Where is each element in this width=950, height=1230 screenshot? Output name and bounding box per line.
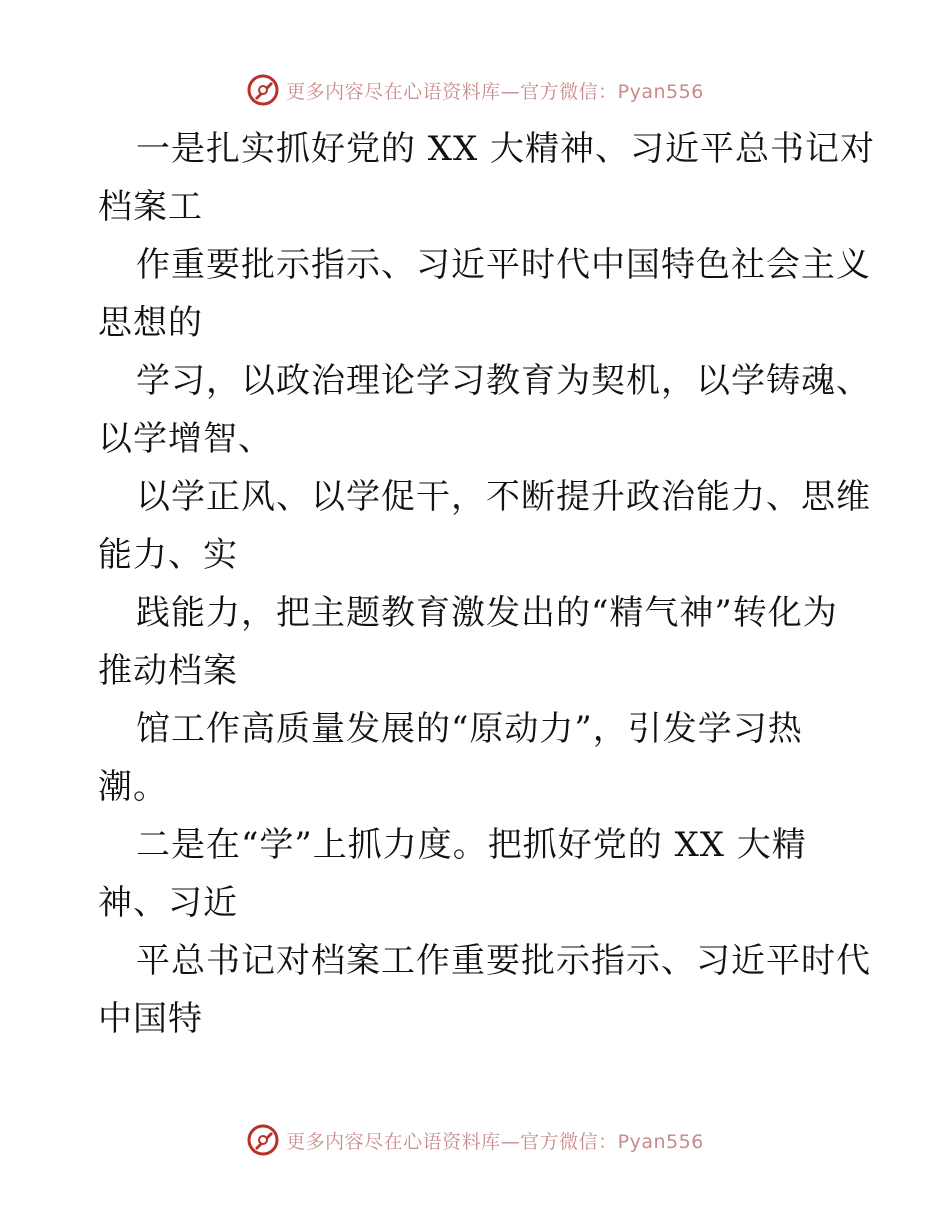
document-body <box>98 120 876 1048</box>
text-line: 平总书记对档案工作重要批示指示、习近平时代 <box>136 941 871 981</box>
text-line: 践能力，把主题教育激发出的“精气神”转化为 <box>136 593 838 633</box>
text-line: 能力、实 <box>98 535 238 575</box>
header-banner <box>0 70 950 110</box>
text-line: 馆工作高质量发展的“原动力”，引发学习热 <box>136 709 803 749</box>
text-line: 作重要批示指示、习近平时代中国特色社会主义 <box>136 245 871 285</box>
quill-seal-icon <box>246 1123 280 1157</box>
footer-banner-text: 更多内容尽在心语资料库—官方微信：Pyan556 <box>286 1130 704 1153</box>
text-line: 以学增智、 <box>98 419 273 459</box>
text-line: 一是扎实抓好党的 XX 大精神、习近平总书记对 <box>136 129 876 169</box>
header-banner-text: 更多内容尽在心语资料库—官方微信：Pyan556 <box>286 80 704 103</box>
text-line: 潮。 <box>98 767 168 807</box>
text-line: 二是在“学”上抓力度。把抓好党的 XX 大精 <box>136 825 807 865</box>
text-line: 档案工 <box>98 187 203 227</box>
footer-banner <box>0 1120 950 1160</box>
text-line: 中国特 <box>98 999 203 1039</box>
text-line: 学习，以政治理论学习教育为契机，以学铸魂、 <box>136 361 871 401</box>
quill-seal-icon <box>246 73 280 107</box>
text-line: 思想的 <box>98 303 203 343</box>
text-line: 以学正风、以学促干，不断提升政治能力、思维 <box>136 477 871 517</box>
text-line: 推动档案 <box>98 651 238 691</box>
text-line: 神、习近 <box>98 883 238 923</box>
